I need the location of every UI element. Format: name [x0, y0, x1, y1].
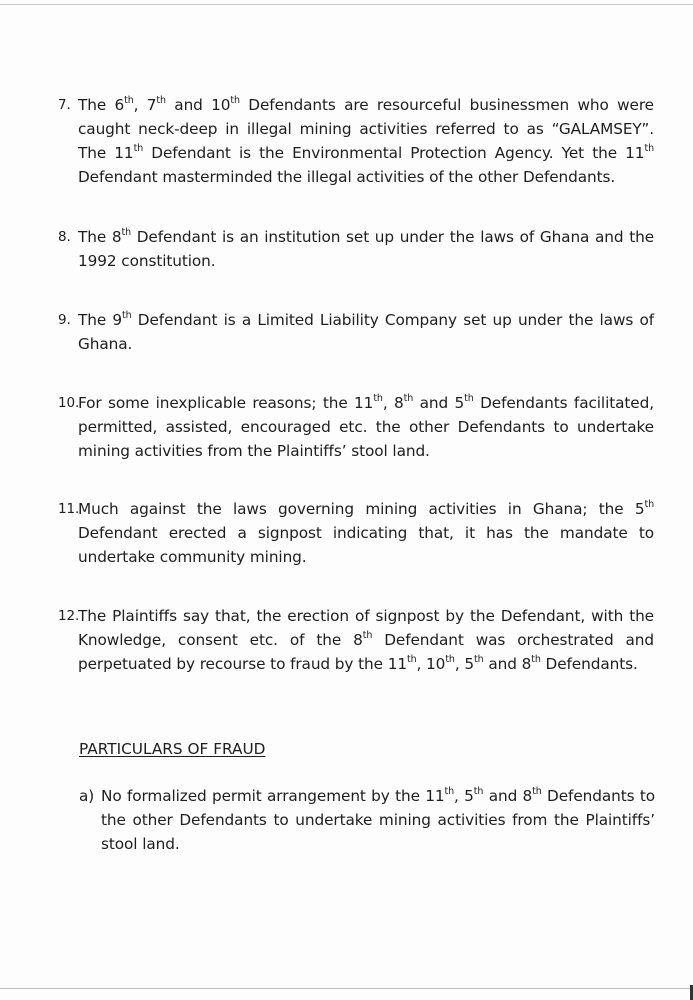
- paragraph-10: [58, 391, 654, 463]
- fraud-item-text: No formalized permit arrangement by the 11th, 5th and 8th Defendants to the other Defendants to undertake mining activities from the Plaintiffs’ stool land.: [101, 785, 655, 853]
- paragraph-number: 7.: [58, 97, 71, 113]
- paragraph-number: 10.: [58, 395, 80, 411]
- paragraph-text: The 8th Defendant is an institution set up under the laws of Ghana and the 1992 constitution.: [78, 226, 655, 270]
- paragraph-number: 12.: [58, 608, 80, 624]
- paragraph-text: For some inexplicable reasons; the 11th, 8th and 5th Defendants facilitated, permitted, assisted, encouraged etc. the other Defendants to undertake mining activities from the Plaintiffs’ stool land.: [78, 392, 654, 460]
- paragraph-number: 9.: [58, 312, 71, 328]
- paragraph-text: Much against the laws governing mining activities in Ghana; the 5th Defendant erected a signpost indicating that, it has the mandate to undertake community mining.: [78, 498, 654, 566]
- particulars-of-fraud-heading: PARTICULARS OF FRAUD: [79, 740, 266, 758]
- paragraph-text: The Plaintiffs say that, the erection of signpost by the Defendant, with the Knowledge, consent etc. of the 8th Defendant was orchestrated and perpetuated by recourse to fraud by the 11th, 10th, 5th and 8th Defendants.: [78, 607, 654, 673]
- paragraph-text: The 6th, 7th and 10th Defendants are resourceful businessmen who were caught neck-deep in illegal mining activities referred to as “GALAMSEY”. The 11th Defendant is the Environmental Protection Agency. Yet the 11th Defendant masterminded the illegal activities of the other Defendants.: [78, 94, 654, 186]
- paragraph-11: [58, 497, 654, 569]
- paragraph-12: [58, 604, 654, 676]
- bottom-edge-line: [0, 988, 693, 989]
- top-edge-line: [0, 4, 693, 5]
- paragraph-9: [58, 308, 654, 356]
- paragraph-number: 8.: [58, 229, 71, 245]
- paragraph-number: 11.: [58, 501, 80, 517]
- fraud-item-a: [79, 784, 655, 856]
- fraud-item-label: a): [79, 787, 95, 805]
- paragraph-7: [58, 93, 654, 189]
- paragraph-text: The 9th Defendant is a Limited Liability Company set up under the laws of Ghana.: [78, 309, 654, 353]
- paragraph-8: [58, 225, 654, 273]
